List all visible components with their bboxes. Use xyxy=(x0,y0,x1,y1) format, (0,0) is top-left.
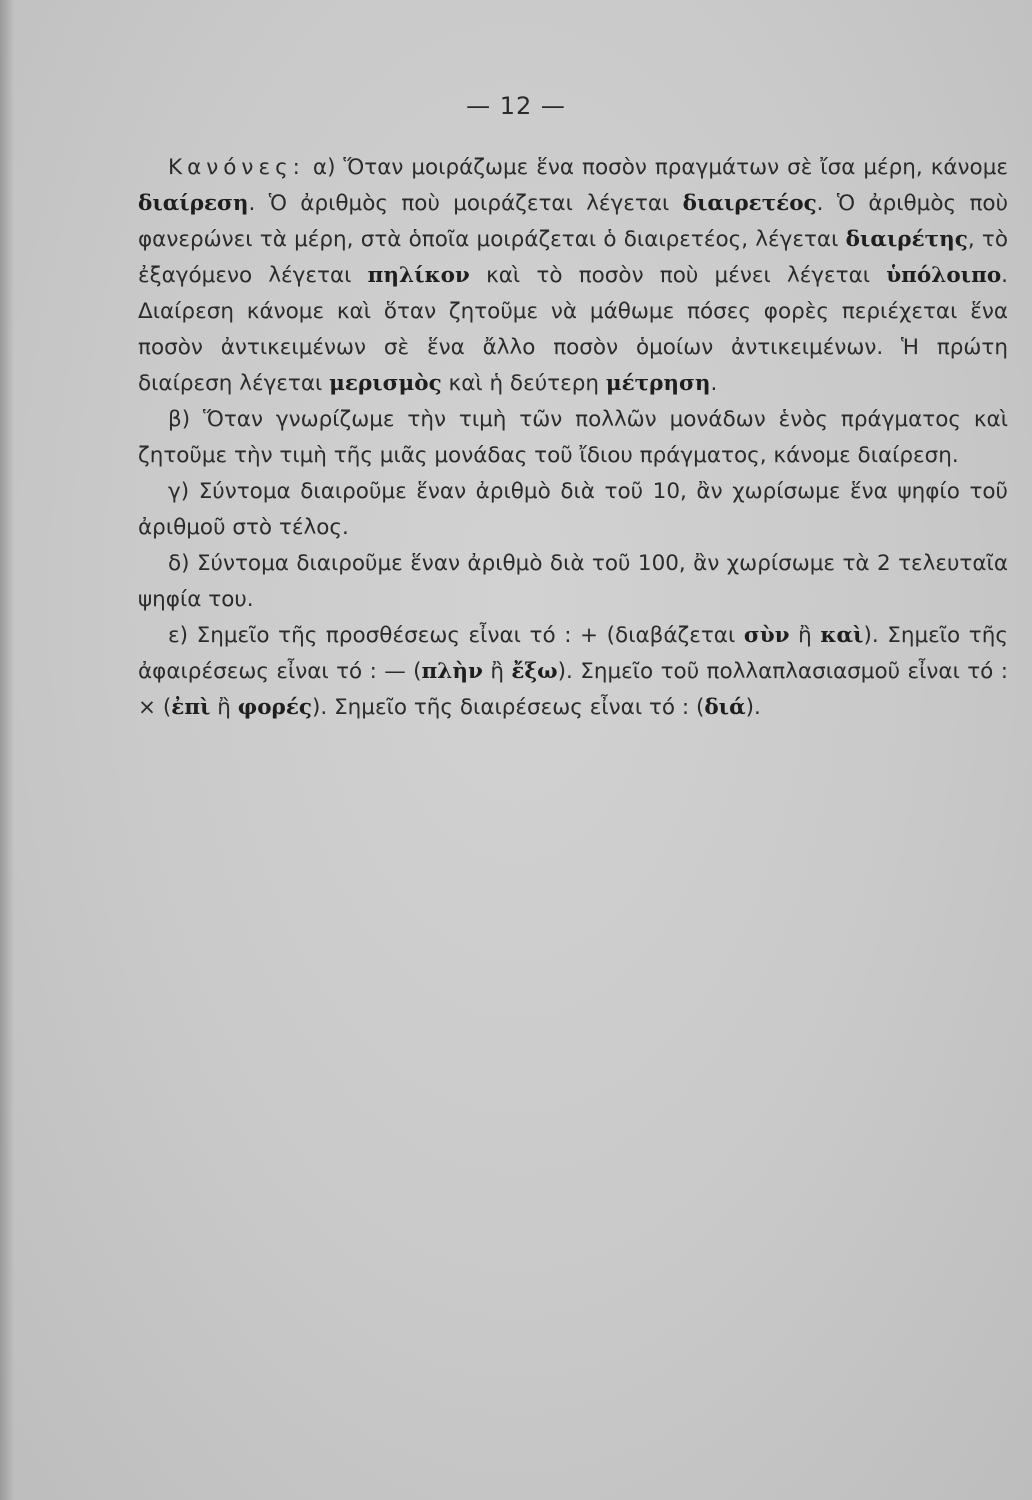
text-run: ( xyxy=(156,695,172,720)
text-run: . Ὁ ἀριθμὸς ποὺ μοιράζεται λέγεται xyxy=(248,191,683,216)
text-run: ε) Σημεῖο τῆς προσθέσεως εἶναι τό : xyxy=(168,623,581,648)
term-partition: μερισμὸς xyxy=(329,371,442,396)
term-divisor: διαιρέτης xyxy=(845,227,968,252)
text-run: . Διαίρεση κάνομε καὶ ὅταν ζητοῦμε νὰ μάθωμε πόσες φορὲς περιέχεται ἕνα ποσὸν ἀντικειμένων σὲ ἕνα ἄλλο ποσὸν ὁμοίων ἀντικειμένων. Ἡ πρώτη διαίρεση λέγεται xyxy=(138,263,1008,396)
text-run: καὶ ἡ δεύτερη xyxy=(441,371,606,396)
term-out: ἔξω xyxy=(511,659,558,684)
paragraph-rules-e xyxy=(138,618,1008,726)
text-run: (διαβάζεται xyxy=(598,623,744,648)
term-plus: σὺν xyxy=(743,623,790,648)
text-run: ἢ xyxy=(482,659,512,684)
term-and: καὶ xyxy=(820,623,864,648)
text-run: ἢ xyxy=(210,695,238,720)
term-measurement: μέτρηση xyxy=(605,371,711,396)
times-sign: × xyxy=(138,695,157,720)
text-run: ). Σημεῖο τῆς διαιρέσεως εἶναι τό : xyxy=(312,695,696,720)
text-run: ( xyxy=(405,659,422,684)
paragraph-rules-c: γ) Σύντομα διαιροῦμε ἕναν ἀριθμὸ διὰ τοῦ 10, ἂν χωρίσωμε ἕνα ψηφίο τοῦ ἀριθμοῦ στὸ τέλος. xyxy=(138,479,1008,540)
term-times-alt: φορές xyxy=(237,695,313,720)
text-run: ). xyxy=(745,695,761,720)
text-run: καὶ τὸ ποσὸν ποὺ μένει λέγεται xyxy=(469,263,887,288)
term-dividend: διαιρετέος xyxy=(682,191,817,216)
term-division: διαίρεση xyxy=(138,191,249,216)
text-run: . xyxy=(710,371,718,396)
term-divided-by: διά xyxy=(704,695,746,720)
text-run: α) Ὅταν μοιράζωμε ἕνα ποσὸν πραγμάτων σὲ ἴσα μέρη, κάνομε xyxy=(304,155,1008,180)
paragraph-rules-b: β) Ὅταν γνωρίζωμε τὴν τιμὴ τῶν πολλῶν μονάδων ἑνὸς πράγματος καὶ ζητοῦμε τὴν τιμὴ τῆς μιᾶς μονάδας τοῦ ἴδιου πράγματος, κάνομε διαίρεση. xyxy=(138,407,1008,468)
text-run: , τὸ ἐξαγόμενο λέγεται xyxy=(138,227,1008,288)
rules-heading: Κανόνες: xyxy=(168,155,305,180)
text-run: ). Σημεῖο τῆς ἀφαιρέσεως εἶναι τό : xyxy=(138,623,1008,684)
term-quotient: πηλίκον xyxy=(367,263,470,288)
plus-sign: + xyxy=(580,623,599,648)
text-run: ἢ xyxy=(789,623,821,648)
text-run: ( xyxy=(695,695,705,720)
body-text xyxy=(138,150,1008,726)
page-number: — 12 — xyxy=(466,92,566,120)
term-times: ἐπὶ xyxy=(171,695,211,720)
term-minus: πλὴν xyxy=(421,659,483,684)
text-run: . Ὁ ἀριθμὸς ποὺ φανερώνει τὰ μέρη, στὰ ὁποῖα μοιράζεται ὁ διαιρετέος, λέγεται xyxy=(138,191,1009,252)
paragraph-rules-a xyxy=(138,150,1008,402)
minus-sign: — xyxy=(384,659,406,684)
term-remainder: ὑπόλοιπο xyxy=(886,263,1002,288)
paragraph-rules-d: δ) Σύντομα διαιροῦμε ἕναν ἀριθμὸ διὰ τοῦ 100, ἂν χωρίσωμε τὰ 2 τελευταῖα ψηφία του. xyxy=(138,551,1008,612)
text-run: ). Σημεῖο τοῦ πολλαπλασιασμοῦ εἶναι τό : xyxy=(557,659,1008,684)
